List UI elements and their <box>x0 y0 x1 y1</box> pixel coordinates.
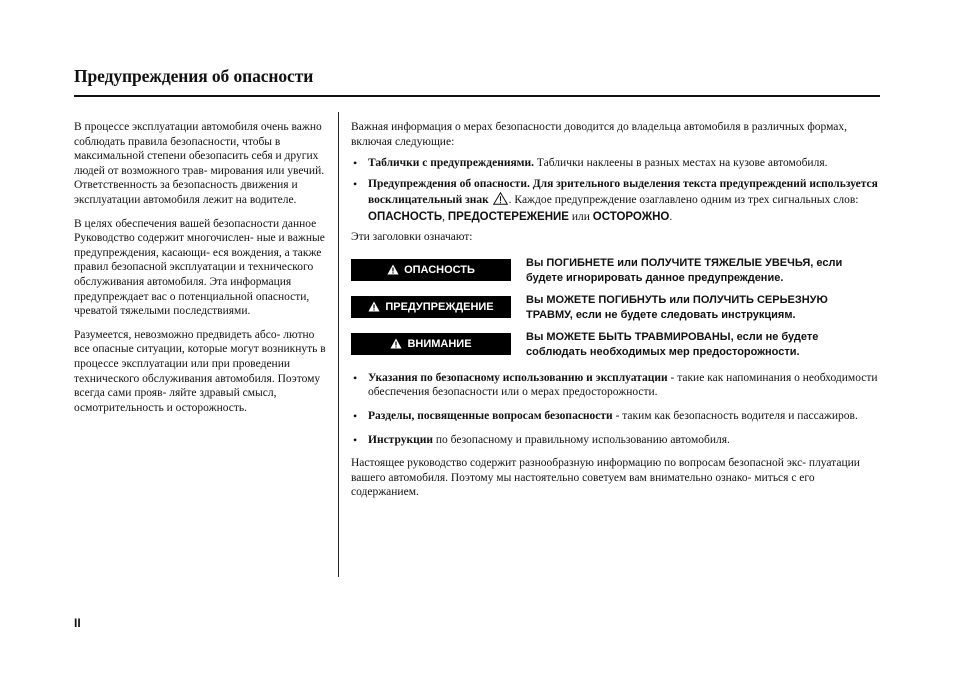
list-item-plates <box>351 156 881 171</box>
page-title: Предупреждения об опасности <box>74 66 314 86</box>
headings-intro: Эти заголовки означают: <box>351 231 473 244</box>
page-number: II <box>74 616 81 630</box>
list-item-warnings <box>351 176 881 226</box>
sections-text: - таким как безопасность водителя и пассажиров. <box>612 410 858 423</box>
danger-label <box>351 259 511 281</box>
column-divider <box>338 112 339 577</box>
warnings-bold: Предупреждения об опасности. Для зрительного выделения текста предупреждений используется восклицательный знак <box>368 177 878 207</box>
or-separator: или <box>568 210 593 223</box>
signal-row-caution <box>351 330 881 360</box>
plates-text: Таблички наклеены в разных местах на кузове автомобиля. <box>534 157 828 170</box>
caution-label <box>351 333 511 355</box>
signal-row-warning <box>351 293 881 323</box>
left-paragraph-1: В процессе эксплуатации автомобиля очень важно соблюдать правила безопасности, чтобы в максимальной степени обезопасить себя и других людей от возможного трав- мирования или увечий. Ответственность за безопасность движения и эксплуатации автомобиля лежит на водителе. <box>74 121 325 206</box>
caution-description: Вы МОЖЕТЕ БЫТЬ ТРАВМИРОВАНЫ, если не будете соблюдать необходимых мер предосторожности. <box>526 330 819 358</box>
left-paragraph-2: В целях обеспечения вашей безопасности данное Руководство содержит многочислен- ные и важные предупреждения, касающи- еся вождения, а также правил безопасной эксплуатации и технического обслуживания автомобиля. Эта информация предупреждает вас о потенциальной опасности, чреватой тяжелыми последствиями. <box>74 217 325 318</box>
signal-word-caution: ОСТОРОЖНО <box>592 210 670 223</box>
period: . <box>669 210 673 223</box>
warning-triangle-filled-icon <box>368 301 380 312</box>
left-column <box>74 120 328 424</box>
signal-row-danger <box>351 256 881 286</box>
comma-separator: , <box>442 210 448 223</box>
warning-label <box>351 296 511 318</box>
warning-triangle-filled-icon <box>390 338 402 349</box>
danger-description: Вы ПОГИБНЕТЕ или ПОЛУЧИТЕ ТЯЖЕЛЫЕ УВЕЧЬЯ, если будете игнорировать данное предупреждение. <box>526 256 843 284</box>
usage-text: - такие как напоминания о необходимости обеспечения безопасности или о мерах предосторожности. <box>368 371 878 399</box>
list-item-safety-sections <box>351 409 881 424</box>
usage-bold: Указания по безопасному использованию и эксплуатации <box>368 371 668 384</box>
warning-description: Вы МОЖЕТЕ ПОГИБНУТЬ или ПОЛУЧИТЬ СЕРЬЕЗНУЮ ТРАВМУ, если не будете следовать инструкциям. <box>526 293 828 321</box>
instructions-bold: Инструкции <box>368 433 433 446</box>
plates-bold: Таблички с предупреждениями. <box>368 157 535 170</box>
closing-paragraph: Настоящее руководство содержит разнообразную информацию по вопросам безопасной экс- плуатации вашего автомобиля. Поэтому мы настоятельно советуем вам внимательно ознако- миться с его содержанием. <box>351 457 860 499</box>
list-item-usage-instructions <box>351 371 881 400</box>
warning-triangle-outline-icon <box>493 192 508 205</box>
sections-bold: Разделы, посвященные вопросам безопасности <box>368 410 613 423</box>
list-item-instructions <box>351 433 881 448</box>
intro-paragraph: Важная информация о мерах безопасности доводится до владельца автомобиля в различных формах, включая следующие: <box>351 121 848 148</box>
instructions-text: по безопасному и правильному использованию автомобиля. <box>432 433 730 446</box>
right-column <box>351 120 881 500</box>
warning-label-text: ПРЕДУПРЕЖДЕНИЕ <box>385 300 494 313</box>
left-paragraph-3: Разумеется, невозможно предвидеть абсо- лютно все опасные ситуации, которые могут возникнуть в процессе эксплуатации или при проведении технического обслуживания автомобиля. Поэтому всегда сами прояв- ляйте здравый смысл, осмотрительность и осторожность. <box>74 328 326 414</box>
other-forms-list <box>351 371 881 447</box>
title-rule <box>74 95 880 97</box>
caution-label-text: ВНИМАНИЕ <box>407 337 472 350</box>
forms-list <box>351 156 881 225</box>
signal-word-warning: ПРЕДОСТЕРЕЖЕНИЕ <box>447 210 569 223</box>
warning-triangle-filled-icon <box>387 264 399 275</box>
danger-label-text: ОПАСНОСТЬ <box>404 263 475 276</box>
signal-word-danger: ОПАСНОСТЬ <box>368 210 443 223</box>
warnings-text: . Каждое предупреждение озаглавлено одним из трех сигнальных слов: <box>508 194 859 207</box>
